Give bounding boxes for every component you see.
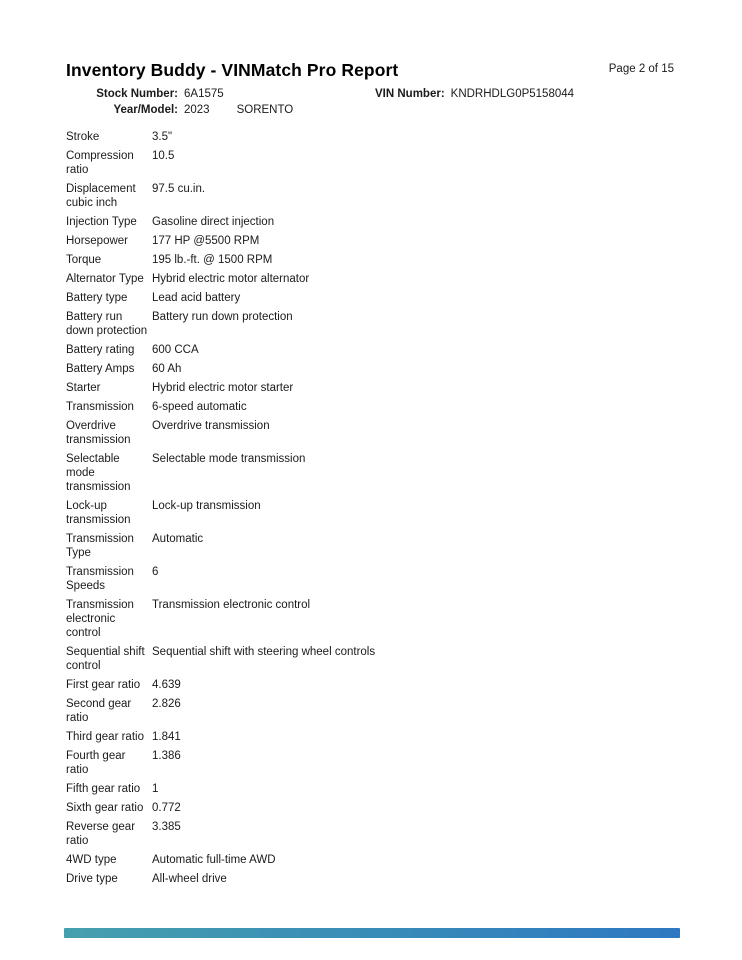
spec-value: Hybrid electric motor alternator <box>152 273 310 285</box>
spec-row <box>66 381 702 395</box>
spec-label: Reverse gear ratio <box>66 821 136 847</box>
spec-row <box>66 565 702 593</box>
spec-label: Battery run down protection <box>66 311 148 337</box>
spec-label: Drive type <box>66 873 118 885</box>
spec-label: Alternator Type <box>66 273 144 285</box>
page-title: Inventory Buddy - VINMatch Pro Report <box>66 60 399 80</box>
spec-label: Fifth gear ratio <box>66 783 141 795</box>
spec-value: 3.5" <box>152 131 173 143</box>
stock-number-value: 6A1575 <box>184 88 224 100</box>
spec-row <box>66 749 702 777</box>
spec-value: Sequential shift with steering wheel controls <box>152 646 376 658</box>
spec-row <box>66 343 702 357</box>
spec-value: 10.5 <box>152 150 175 162</box>
spec-value: 3.385 <box>152 821 181 833</box>
spec-row <box>66 532 702 560</box>
spec-value: 177 HP @5500 RPM <box>152 235 260 247</box>
spec-label: Transmission Type <box>66 533 134 559</box>
spec-value: Transmission electronic control <box>152 599 311 611</box>
model-value: SORENTO <box>236 104 294 116</box>
spec-value: Automatic <box>152 533 204 545</box>
spec-value: All-wheel drive <box>152 873 227 885</box>
report-meta <box>66 86 676 118</box>
spec-label: Battery rating <box>66 344 135 356</box>
spec-label: Torque <box>66 254 102 266</box>
spec-row <box>66 215 702 229</box>
spec-label: Overdrive transmission <box>66 420 131 446</box>
spec-row <box>66 801 702 815</box>
spec-value: 600 CCA <box>152 344 199 356</box>
spec-row <box>66 253 702 267</box>
footer-bar <box>64 928 680 938</box>
spec-value: Hybrid electric motor starter <box>152 382 294 394</box>
stock-number-label: Stock Number: <box>96 88 178 100</box>
spec-label: Lock-up transmission <box>66 500 131 526</box>
spec-value: 1.841 <box>152 731 181 743</box>
spec-list <box>66 130 702 886</box>
spec-row <box>66 853 702 867</box>
spec-value: Battery run down protection <box>152 311 293 323</box>
spec-value: Overdrive transmission <box>152 420 270 432</box>
spec-row <box>66 182 702 210</box>
spec-value: 1.386 <box>152 750 181 762</box>
spec-row <box>66 234 702 248</box>
meta-line-stock-vin <box>66 86 676 102</box>
spec-label: Sequential shift control <box>66 646 145 672</box>
spec-row <box>66 598 702 640</box>
spec-label: Compression ratio <box>66 150 134 176</box>
vin-number-value: KNDRHDLG0P5158044 <box>450 88 575 100</box>
spec-row <box>66 645 702 673</box>
vin-group <box>375 86 574 102</box>
spec-label: Sixth gear ratio <box>66 802 144 814</box>
spec-row <box>66 872 702 886</box>
spec-label: Transmission electronic control <box>66 599 134 639</box>
spec-row <box>66 400 702 414</box>
spec-value: Lead acid battery <box>152 292 241 304</box>
spec-value: Lock-up transmission <box>152 500 261 512</box>
spec-label: First gear ratio <box>66 679 141 691</box>
spec-value: 0.772 <box>152 802 181 814</box>
spec-value: 1 <box>152 783 159 795</box>
spec-row <box>66 272 702 286</box>
spec-value: Gasoline direct injection <box>152 216 275 228</box>
vin-number-label: VIN Number: <box>375 88 445 100</box>
spec-row <box>66 820 702 848</box>
spec-label: Third gear ratio <box>66 731 144 743</box>
spec-value: 60 Ah <box>152 363 182 375</box>
spec-label: Transmission <box>66 401 134 413</box>
spec-row <box>66 149 702 177</box>
spec-row <box>66 130 702 144</box>
spec-value: Automatic full-time AWD <box>152 854 276 866</box>
spec-label: Displacement cubic inch <box>66 183 136 209</box>
spec-label: Battery Amps <box>66 363 135 375</box>
spec-value: 6-speed automatic <box>152 401 247 413</box>
spec-row <box>66 678 702 692</box>
spec-value: 195 lb.-ft. @ 1500 RPM <box>152 254 273 266</box>
year-value: 2023 <box>184 104 210 116</box>
spec-row <box>66 362 702 376</box>
report-header <box>0 0 742 81</box>
spec-label: 4WD type <box>66 854 117 866</box>
spec-label: Injection Type <box>66 216 137 228</box>
meta-line-year-model <box>66 102 676 118</box>
year-model-label: Year/Model: <box>113 104 178 116</box>
spec-value: 97.5 cu.in. <box>152 183 206 195</box>
spec-label: Transmission Speeds <box>66 566 134 592</box>
spec-row <box>66 419 702 447</box>
spec-label: Second gear ratio <box>66 698 132 724</box>
spec-label: Starter <box>66 382 101 394</box>
spec-label: Fourth gear ratio <box>66 750 126 776</box>
spec-row <box>66 310 702 338</box>
spec-label: Battery type <box>66 292 128 304</box>
spec-row <box>66 499 702 527</box>
spec-value: 2.826 <box>152 698 181 710</box>
spec-label: Stroke <box>66 131 100 143</box>
spec-value: Selectable mode transmission <box>152 453 306 465</box>
spec-row <box>66 697 702 725</box>
spec-row <box>66 730 702 744</box>
spec-label: Selectable mode transmission <box>66 453 131 493</box>
spec-row <box>66 782 702 796</box>
spec-value: 6 <box>152 566 159 578</box>
spec-row <box>66 291 702 305</box>
spec-row <box>66 452 702 494</box>
page-number-indicator: Page 2 of 15 <box>608 63 674 75</box>
spec-label: Horsepower <box>66 235 128 247</box>
spec-value: 4.639 <box>152 679 181 691</box>
